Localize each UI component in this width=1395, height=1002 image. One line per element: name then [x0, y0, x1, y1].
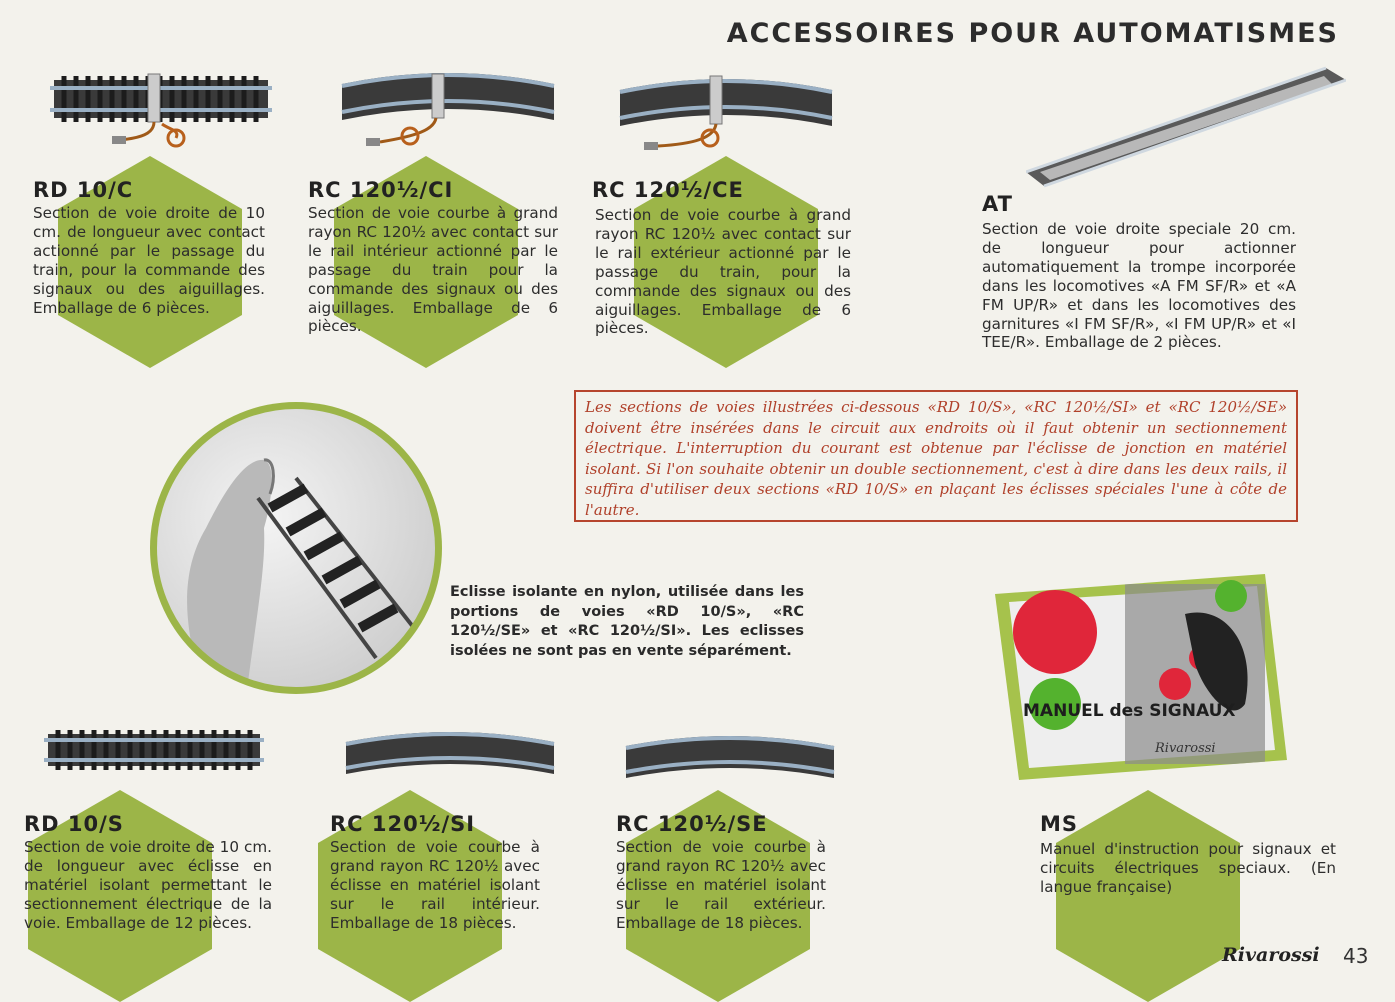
product-description: Section de voie droite speciale 20 cm. de longueur pour actionner automatiquement la trompe incorporée dans les locomotives «A FM SF/R» et «A FM UP/R» et dans les locomotives des garnitures «I FM SF/R», «I FM UP/R» et «I TEE/R». Emballage de 2 pièces. [982, 220, 1296, 352]
track-rc120ce-image [614, 68, 838, 160]
product-description: Section de voie courbe à grand rayon RC 120½ avec contact sur le rail extérieur actionné par le passage du train, pour la commande des signaux ou des aiguillages. Emballage de 6 pièces. [595, 206, 851, 338]
product-description: Manuel d'instruction pour signaux et circuits électriques speciaux. (En langue française) [1040, 840, 1336, 896]
track-rd10s-image [44, 726, 264, 774]
track-rd10c-image [50, 64, 272, 156]
signal-manual-cover [995, 574, 1287, 780]
product-description: Section de voie droite de 10 cm. de longueur avec éclisse en matériel isolant permettant le sectionnement électrique de la voie. Emballage de 12 pièces. [24, 838, 272, 932]
product-description: Section de voie droite de 10 cm. de longueur avec contact actionné par le passage du train, pour la commande des signaux ou des aiguillages. Emballage de 6 pièces. [33, 204, 265, 317]
product-description: Section de voie courbe à grand rayon RC 120½ avec contact sur le rail intérieur actionné par le passage du train pour la commande des signaux ou des aiguillages. Emballage de 6 pièces. [308, 204, 558, 336]
manual-cover-title: MANUEL des SIGNAUX [1023, 701, 1236, 721]
product-code: RD 10/S [24, 812, 124, 836]
track-at-image [1026, 60, 1346, 190]
product-code: RC 120½/SE [616, 812, 768, 836]
product-code: RC 120½/SI [330, 812, 476, 836]
product-code: RC 120½/CI [308, 178, 454, 202]
insulating-joint-photo [146, 398, 446, 698]
product-code: RD 10/C [33, 178, 134, 202]
manual-cover-brand: Rivarossi [1155, 741, 1216, 756]
product-code: RC 120½/CE [592, 178, 744, 202]
insulating-joint-caption: Eclisse isolante en nylon, utilisée dans les portions de voies «RD 10/S», «RC 120½/SE» et «RC 120½/SI». Les eclisses isolées ne sont pas en vente séparément. [450, 584, 804, 659]
page-title: ACCESSOIRES POUR AUTOMATISMES [726, 18, 1339, 49]
track-rc120si-image [342, 724, 558, 786]
sectioning-note: Les sections de voies illustrées ci-dessous «RD 10/S», «RC 120½/SI» et «RC 120½/SE» doivent être insérées dans le circuit aux endroits où il faut obtenir un sectionnement électrique. L'interruption du courant est obtenue par l'éclisse de jonction en matériel isolant. Si l'on souhaite obtenir un double sectionnement, c'est à dire dans les deux rails, il suffira d'utiliser deux sections «RD 10/S» en plaçant les éclisses spéciales l'une à côte de l'autre. [574, 390, 1298, 522]
track-rc120ci-image [336, 62, 560, 154]
track-rc120se-image [622, 728, 838, 790]
product-code: MS [1040, 812, 1079, 836]
product-code: AT [982, 192, 1013, 216]
page-number: 43 [1343, 944, 1369, 968]
product-description: Section de voie courbe à grand rayon RC 120½ avec éclisse en matériel isolant sur le rail intérieur. Emballage de 18 pièces. [330, 838, 540, 932]
rivarossi-logo: Rivarossi [1222, 944, 1320, 966]
product-description: Section de voie courbe à grand rayon RC 120½ avec éclisse en matériel isolant sur le rail extérieur. Emballage de 18 pièces. [616, 838, 826, 932]
